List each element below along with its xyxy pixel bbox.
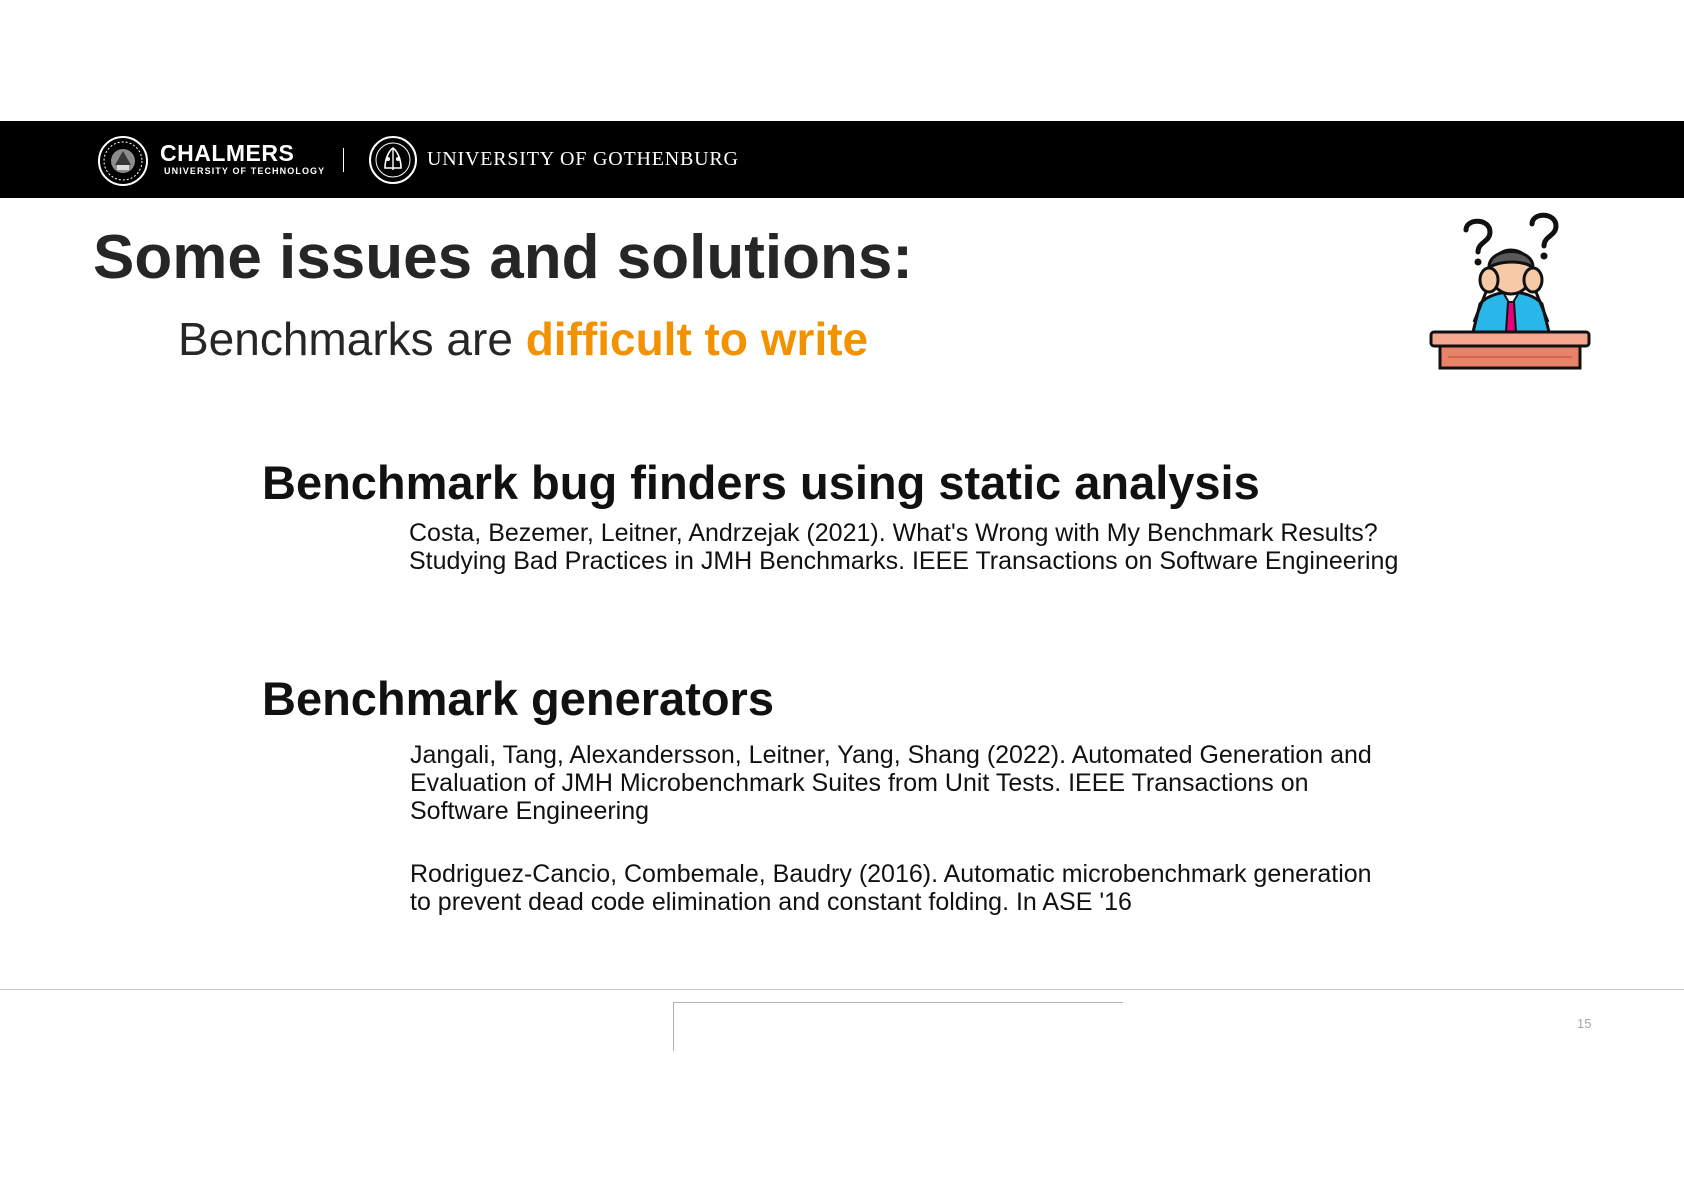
reference-line: Jangali, Tang, Alexandersson, Leitner, Yang, Shang (2022). Automated Generation and — [410, 741, 1372, 769]
reference-line: Costa, Bezemer, Leitner, Andrzejak (2021). What's Wrong with My Benchmark Results? — [409, 519, 1378, 547]
reference-line: Evaluation of JMH Microbenchmark Suites from Unit Tests. IEEE Transactions on — [410, 769, 1309, 797]
reference-rodriguez-cancio-2016 — [410, 860, 1372, 916]
section-heading-generators: Benchmark generators — [262, 672, 774, 725]
reference-line: to prevent dead code elimination and constant folding. In ASE '16 — [410, 888, 1132, 916]
footer-placeholder-box — [673, 1002, 1123, 1051]
gothenburg-name: UNIVERSITY OF GOTHENBURG — [427, 148, 739, 170]
slide-title: Some issues and solutions: — [93, 223, 913, 292]
chalmers-logo — [160, 141, 325, 176]
logo-divider — [343, 148, 344, 172]
chalmers-seal-icon — [97, 135, 149, 187]
chalmers-subtitle: UNIVERSITY OF TECHNOLOGY — [164, 166, 326, 176]
section-heading-bug-finders: Benchmark bug finders using static analysis — [262, 456, 1260, 509]
slide-subtitle — [178, 312, 868, 366]
reference-line: Rodriguez-Cancio, Combemale, Baudry (2016). Automatic microbenchmark generation — [410, 860, 1372, 888]
footer-divider — [0, 989, 1684, 990]
reference-line: Software Engineering — [410, 797, 650, 825]
header-bar — [0, 121, 1684, 198]
subtitle-highlight: difficult to write — [525, 313, 869, 365]
subtitle-plain-text: Benchmarks are — [178, 313, 526, 365]
reference-line: Studying Bad Practices in JMH Benchmarks. IEEE Transactions on Software Engineering — [409, 547, 1399, 575]
confused-person-at-desk-icon — [1428, 210, 1592, 375]
chalmers-name: CHALMERS — [160, 140, 295, 166]
page-number: 15 — [1577, 1016, 1592, 1031]
reference-costa-2021 — [409, 519, 1398, 575]
gothenburg-seal-icon — [368, 135, 418, 185]
reference-jangali-2022 — [410, 741, 1372, 825]
